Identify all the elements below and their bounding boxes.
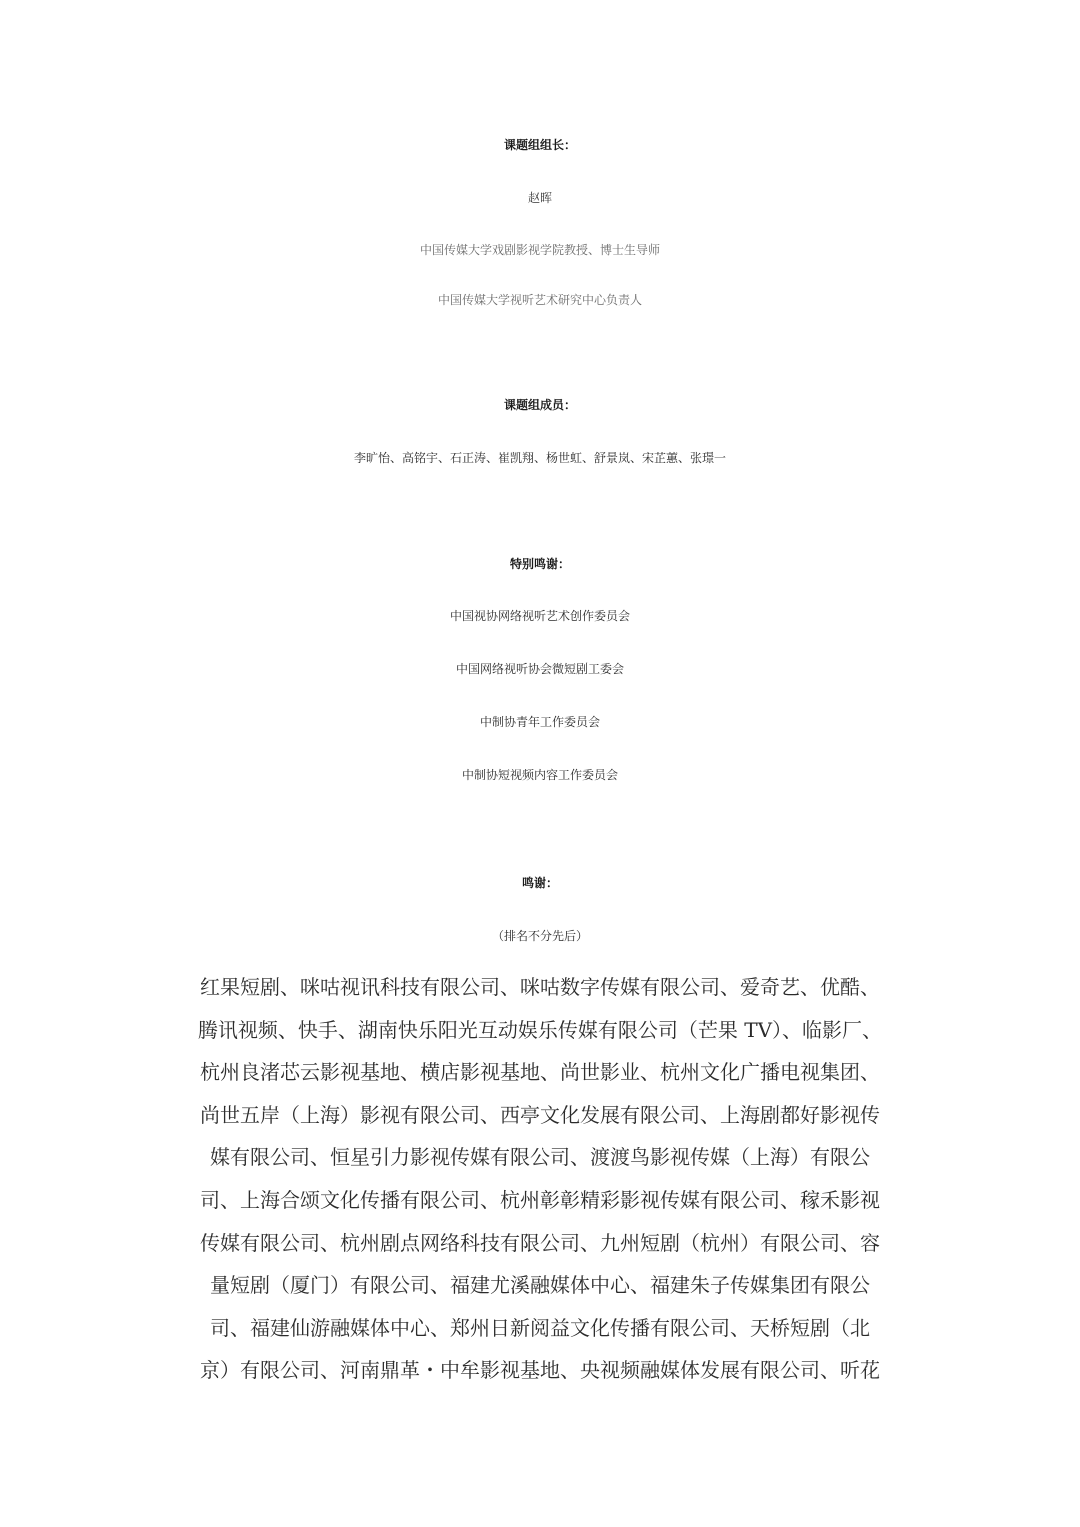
members-list: 李旷怡、高铭宇、石正涛、崔凯翔、杨世虹、舒景岚、宋芷蕙、张璟一 <box>353 451 726 465</box>
special-thanks-heading: 特别鸣谢： <box>509 557 570 571</box>
thanks-line: 媒有限公司、恒星引力影视传媒有限公司、渡渡鸟影视传媒（上海）有限公 <box>210 1145 870 1170</box>
thanks-line: 腾讯视频、快手、湖南快乐阳光互动娱乐传媒有限公司（芒果 TV）、临影厂、 <box>197 1017 883 1042</box>
thanks-line: 京）有限公司、河南鼎革・中牟影视基地、央视频融媒体发展有限公司、听花 <box>200 1358 880 1383</box>
thanks-heading: 鸣谢： <box>521 876 558 890</box>
thanks-line: 司、福建仙游融媒体中心、郑州日新阅益文化传播有限公司、天桥短剧（北 <box>210 1315 870 1340</box>
leader-name: 赵晖 <box>527 191 552 205</box>
special-thanks-item: 中国网络视听协会微短剧工委会 <box>455 662 624 676</box>
thanks-line: 传媒有限公司、杭州剧点网络科技有限公司、九州短剧（杭州）有限公司、容 <box>200 1230 880 1255</box>
thanks-list <box>168 972 912 1398</box>
leader-title-2: 中国传媒大学视听艺术研究中心负责人 <box>437 293 642 307</box>
thanks-line: 尚世五岸（上海）影视有限公司、西亭文化发展有限公司、上海剧都好影视传 <box>200 1102 880 1127</box>
leader-heading: 课题组组长： <box>503 138 576 152</box>
thanks-line: 量短剧（厦门）有限公司、福建尤溪融媒体中心、福建朱子传媒集团有限公 <box>210 1273 870 1298</box>
special-thanks-item: 中制协短视频内容工作委员会 <box>461 768 618 782</box>
special-thanks-item: 中国视协网络视听艺术创作委员会 <box>449 609 630 623</box>
leader-title-1: 中国传媒大学戏剧影视学院教授、博士生导师 <box>419 243 660 257</box>
members-heading: 课题组成员： <box>503 398 576 412</box>
special-thanks-item: 中制协青年工作委员会 <box>479 715 600 729</box>
thanks-line: 司、上海合颂文化传播有限公司、杭州彰彰精彩影视传媒有限公司、稼禾影视 <box>200 1187 880 1212</box>
thanks-line: 杭州良渚芯云影视基地、横店影视基地、尚世影业、杭州文化广播电视集团、 <box>200 1060 880 1085</box>
thanks-line: 红果短剧、咪咕视讯科技有限公司、咪咕数字传媒有限公司、爱奇艺、优酷、 <box>200 975 880 999</box>
thanks-note: （排名不分先后） <box>491 929 588 943</box>
